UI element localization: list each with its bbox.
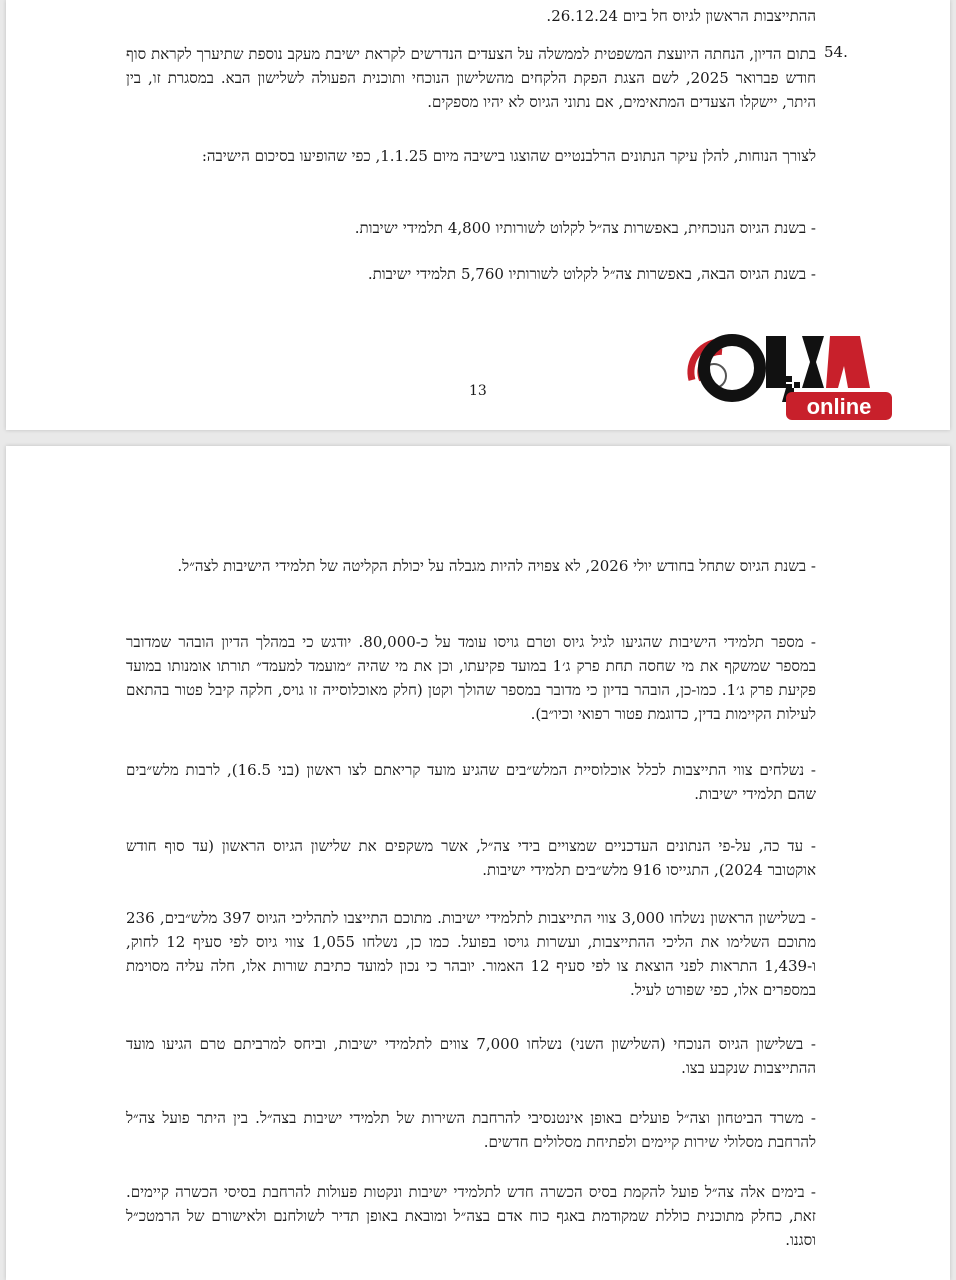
- bullet-second-third: - בשלישון הגיוס הנוכחי (השלישון השני) נשלחו 7,000 צווים לתלמידי ישיבות, וביחס למרביתם טרם הגיעו מועד ההתייצבות שנקבע בצו.: [126, 1035, 816, 1077]
- logo-online-text: online: [806, 394, 872, 419]
- bullet-2026-capacity: - בשנת הגיוס שתחל בחודש יולי 2026, לא צפויה להיות מגבלה על יכולת הקליטה של תלמידי הישיבות לצה״ל.: [177, 557, 816, 575]
- bullet-next-year: - בשנת הגיוס הבאה, באפשרות צה״ל לקלוט לשורותיו 5,760 תלמידי ישיבות.: [367, 265, 816, 283]
- bullet-service-expansion: - משרד הביטחון וצה״ל פועלים באופן אינטנסיבי להרחבת השירות של תלמידי ישיבות בצה״ל. בין היתר פועל צה״ל להרחבת מסלולי שירות קיימים ולפתיחת מסלולים חדשים.: [126, 1109, 816, 1151]
- page-number: 13: [469, 383, 487, 399]
- top-line: ההתייצבות הראשון לגיוס חל ביום 26.12.24.: [546, 7, 816, 25]
- bullet-80000-students: - מספר תלמידי הישיבות שהגיעו לגיל גיוס וטרם גויסו עומד על כ-80,000. יודגש כי במהלך הדיון הובהר שמדובר במספר שמשקף את מי שחסה תחת פרק ג׳1 במועד פקיעתו, וכן את מי שהיה ״מועמד למעמד״ תורתו אומנותו במועד פקיעת פרק ג׳1. כמו-כן, הובהר בדיון כי מדובר במספר שהולך וקטן (חלק מאוכלוסייה זו גויס, חלקה קיבל פטור בהתאם לעילות הקיימות בדין, כדוגמת פטור רפואי וכיו״ב).: [126, 633, 817, 723]
- paragraph-intro: לצורך הנוחות, להלן עיקר הנתונים הרלבנטיים שהוצגו בישיבה מיום 1.1.25, כפי שהופיעו בסיכום הישיבה:: [201, 147, 816, 165]
- bullet-916-enlisted: - עד כה, על-פי הנתונים העדכניים שמצויים בידי צה״ל, אשר משקפים את שלישון הגיוס הראשון (עד סוף חודש אוקטובר 2024), התגייסו 916 מלש״בים תלמידי ישיבות.: [126, 837, 816, 879]
- brand-logo: [674, 322, 896, 422]
- document-page-13: [6, 0, 950, 430]
- paragraph-54: בתום הדיון, הנחתה היועצת המשפטית לממשלה על הצעדים הנדרשים לקראת ישיבת מעקב נוספת שתיערך לקראת סוף חודש פברואר 2025, לשם הצגת הפקת הלקחים מהשלישון הנוכחי ותוכנית הפעולה לשלישון הבא. במסגרת זו, בין היתר, יישקלו הצעדים המתאימים, אם נתוני הגיוס לא יהיו מספקים.: [126, 45, 816, 111]
- document-page-14: [6, 446, 950, 1280]
- bullet-summons-sent: - נשלחים צווי התייצבות לכלל אוכלוסיית המלש״בים שהגיע מועד קריאתם לצו ראשון (בני 16.5), לרבות מלש״בים שהם תלמידי ישיבות.: [126, 761, 816, 803]
- logo-mark-icon: [674, 322, 896, 422]
- bullet-first-third: - בשלישון הראשון נשלחו 3,000 צווי התייצבות לתלמידי ישיבות. מתוכם התייצבו לתהליכי הגיוס 397 מלש״בים, 236 מתוכם השלימו את הליכי ההתייצבות, ועשרות גויסו בפועל. כמו כן, נשלחו 1,055 צווי גיוס לפי סעיף 12 לחוק, ו-1,439 התראות לפני הוצאת צו לפי סעיף 12 האמור. יובהר כי נכון למועד כתיבת שורות אלו, חלה עליה מסוימת במספרים אלו, כפי שפורט לעיל.: [126, 909, 817, 999]
- item-number: 54.: [824, 43, 848, 61]
- bullet-training-base: - בימים אלה צה״ל פועל להקמת בסיס הכשרה חדש לתלמידי ישיבות ונקטות פעולות להרחבת בסיסי הכשרה קיימים. זאת, כחלק מתוכנית כוללת שמקודמת באגף כוח אדם בצה״ל ומובאת באופן תדיר לשולחנם ולאישורם של הרמטכ״ל וסגנו.: [126, 1183, 816, 1249]
- bullet-current-year: - בשנת הגיוס הנוכחית, באפשרות צה״ל לקלוט לשורותיו 4,800 תלמידי ישיבות.: [354, 219, 816, 237]
